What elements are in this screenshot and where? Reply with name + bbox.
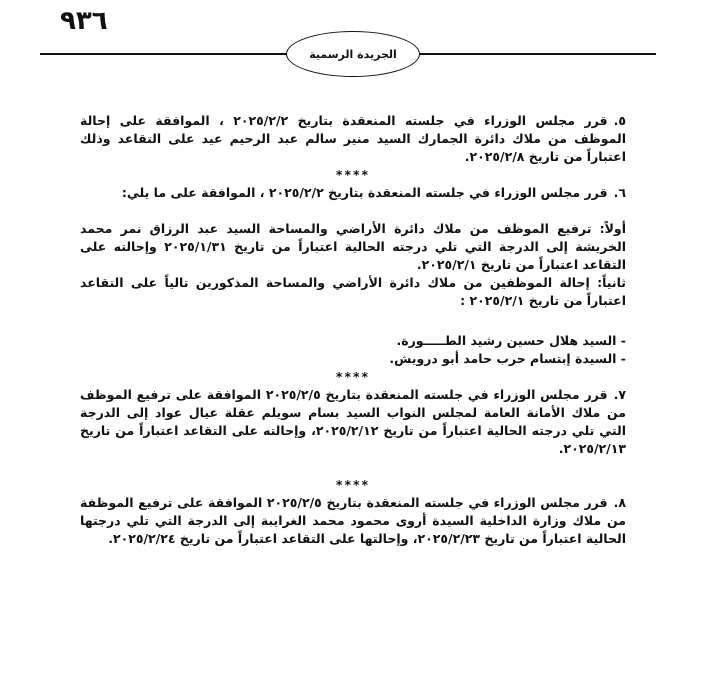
decision-text: قرر مجلس الوزراء في جلسته المنعقدة بتاريخ ٢٠٢٥/٢/٥ الموافقة على ترفيع الموظف من ملاك الأمانة العامة لمجلس النواب السيد بسام سويلم عقلة عيال عواد إلى الدرجة التي تلي درجته الحالية اعتباراً من تاريخ ٢٠٢٥/٢/١٢، وإحالته على التقاعد اعتباراً من تاريخ ٢٠٢٥/٢/١٣.: [80, 387, 626, 456]
retiree-name: - السيدة إبتسام حرب حامد أبو درويش.: [389, 351, 626, 366]
decision-text: قرر مجلس الوزراء في جلسته المنعقدة بتاريخ ٢٠٢٥/٢/٥ الموافقة على ترفيع الموظفة من ملاك وزارة الداخلية السيدة أروى محمود محمد الغرايبة إلى الدرجة التي تلي درجتها الحالية اعتباراً من تاريخ ٢٠٢٥/٢/٢٣، وإحالتها على التقاعد اعتباراً من تاريخ ٢٠٢٥/٢/٢٤.: [80, 495, 626, 546]
separator-stars: ****: [335, 167, 371, 182]
page-number: ٩٣٦: [60, 6, 108, 36]
separator-stars: ****: [335, 477, 371, 492]
decision-text: قرر مجلس الوزراء في جلسته المنعقدة بتاريخ ٢٠٢٥/٢/٢ ، الموافقة على إحالة الموظف من ملاك دائرة الجمارك السيد منير سالم عبد الرحيم عيد على التقاعد وذلك اعتباراً من تاريخ ٢٠٢٥/٢/٨.: [80, 113, 626, 164]
retiree-name: - السيد هلال حسين رشيد الطـــــورة.: [396, 333, 626, 348]
decision-5: [80, 112, 626, 166]
decision-8: [80, 494, 626, 548]
decision-number: ٦.: [613, 185, 626, 200]
document-body: [80, 112, 626, 548]
decision-text: قرر مجلس الوزراء في جلسته المنعقدة بتاريخ ٢٠٢٥/٢/٢ ، الموافقة على ما يلي:: [121, 185, 608, 200]
gazette-title-oval: [286, 31, 420, 77]
decision-number: ٧.: [613, 387, 626, 402]
decision-7: [80, 386, 626, 458]
separator-stars: ****: [335, 369, 371, 384]
decision-6-second: ثانياً: إحالة الموظفين من ملاك دائرة الأراضي والمساحة المذكورين تالياً على التقاعد اعتباراً من تاريخ ٢٠٢٥/٢/١ :: [80, 275, 626, 308]
decision-number: ٥.: [613, 113, 626, 128]
decision-6-first: أولاً: ترفيع الموظف من ملاك دائرة الأراضي والمساحة السيد عبد الرزاق نمر محمد الخريشة إلى الدرجة التي تلي درجته الحالية اعتباراً من تاريخ ٢٠٢٥/١/٣١ وإحالته على التقاعد اعتباراً من تاريخ ٢٠٢٥/٢/١.: [80, 221, 627, 272]
decision-number: ٨.: [613, 495, 627, 510]
decision-6: [80, 184, 626, 202]
gazette-title: الجريدة الرسمية: [309, 47, 397, 61]
